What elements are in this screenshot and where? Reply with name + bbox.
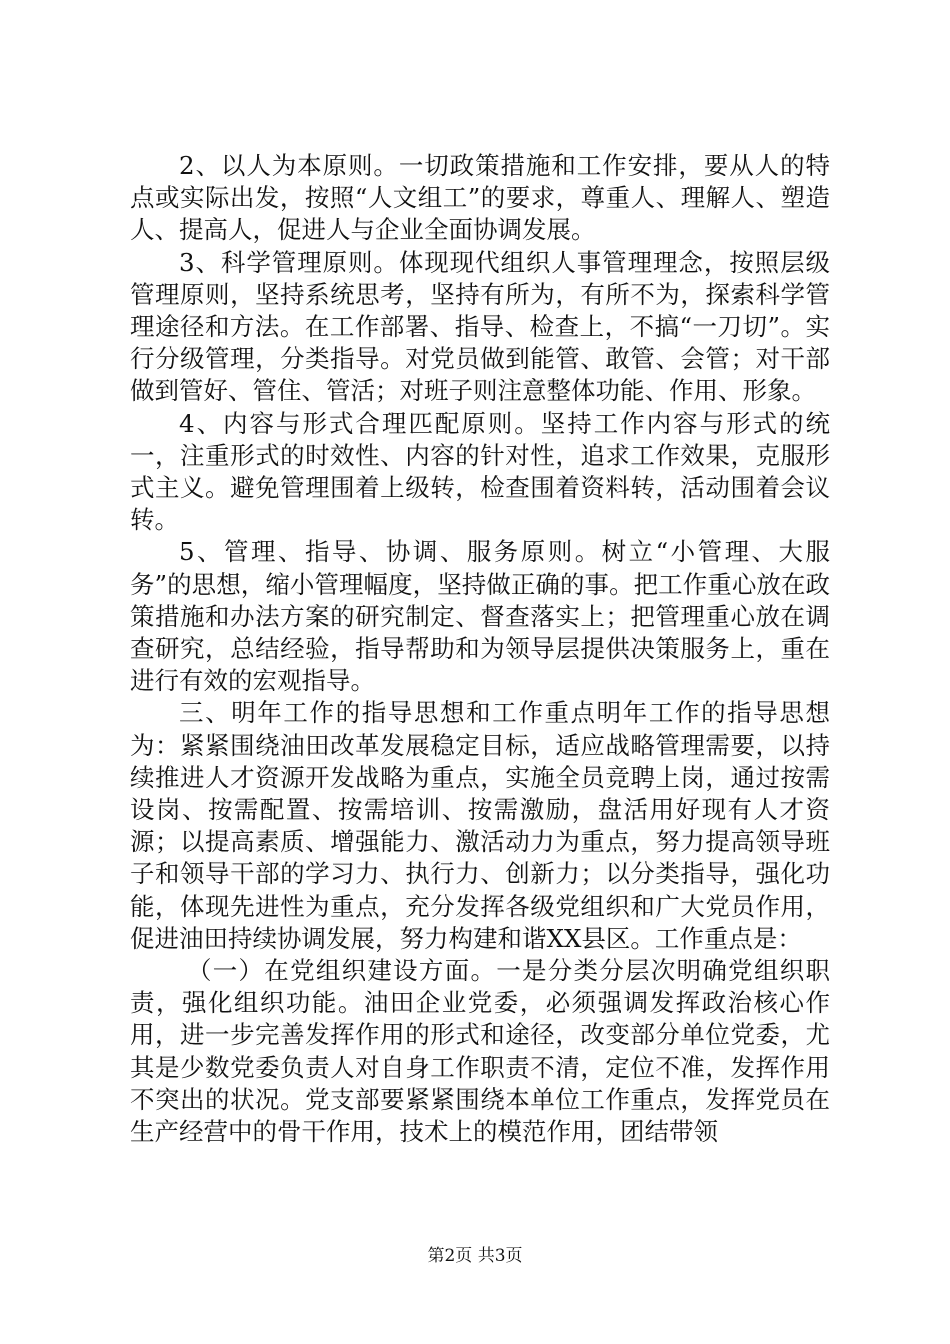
paragraph-principle-3: 3、科学管理原则。体现现代组织人事管理理念，按照层级管理原则，坚持系统思考，坚持有所为，有所不为，探索科学管理途径和方法。在工作部署、指导、检查上，不搞“一刀切”。实行分级管理，分类指导。对党员做到能管、敢管、会管；对干部做到管好、管住、管活；对班子则注意整体功能、作用、形象。	[130, 247, 830, 406]
paragraph-section-3: 三、明年工作的指导思想和工作重点明年工作的指导思想为：紧紧围绕油田改革发展稳定目标，适应战略管理需要，以持续推进人才资源开发战略为重点，实施全员竞聘上岗，通过按需设岗、按需配置、按需培训、按需激励，盘活用好现有人才资源；以提高素质、增强能力、激活动力为重点，努力提高领导班子和领导干部的学习力、执行力、创新力；以分类指导，强化功能，体现先进性为重点，充分发挥各级党组织和广大党员作用，促进油田持续协调发展，努力构建和谐XX县区。工作重点是：	[130, 698, 830, 953]
page-number-footer: 第2页 共3页	[427, 1246, 523, 1266]
paragraph-principle-2: 2、以人为本原则。一切政策措施和工作安排，要从人的特点或实际出发，按照“人文组工”的要求，尊重人、理解人、塑造人、提高人，促进人与企业全面协调发展。	[130, 151, 830, 245]
paragraph-principle-5: 5、管理、指导、协调、服务原则。树立“小管理、大服务”的思想，缩小管理幅度，坚持做正确的事。把工作重心放在政策措施和办法方案的研究制定、督查落实上；把管理重心放在调查研究，总结经验，指导帮助和为领导层提供决策服务上，重在进行有效的宏观指导。	[130, 537, 830, 696]
paragraph-principle-4: 4、内容与形式合理匹配原则。坚持工作内容与形式的统一，注重形式的时效性、内容的针对性，追求工作效果，克服形式主义。避免管理围着上级转，检查围着资料转，活动围着会议转。	[130, 408, 830, 535]
paragraph-party-organization: （一）在党组织建设方面。一是分类分层次明确党组织职责，强化组织功能。油田企业党委，必须强调发挥政治核心作用，进一步完善发挥作用的形式和途径，改变部分单位党委，尤其是少数党委负责人对自身工作职责不清，定位不准，发挥作用不突出的状况。党支部要紧紧围绕本单位工作重点，发挥党员在生产经营中的骨干作用，技术上的模范作用，团结带领	[130, 956, 830, 1147]
document-body	[130, 150, 830, 1148]
